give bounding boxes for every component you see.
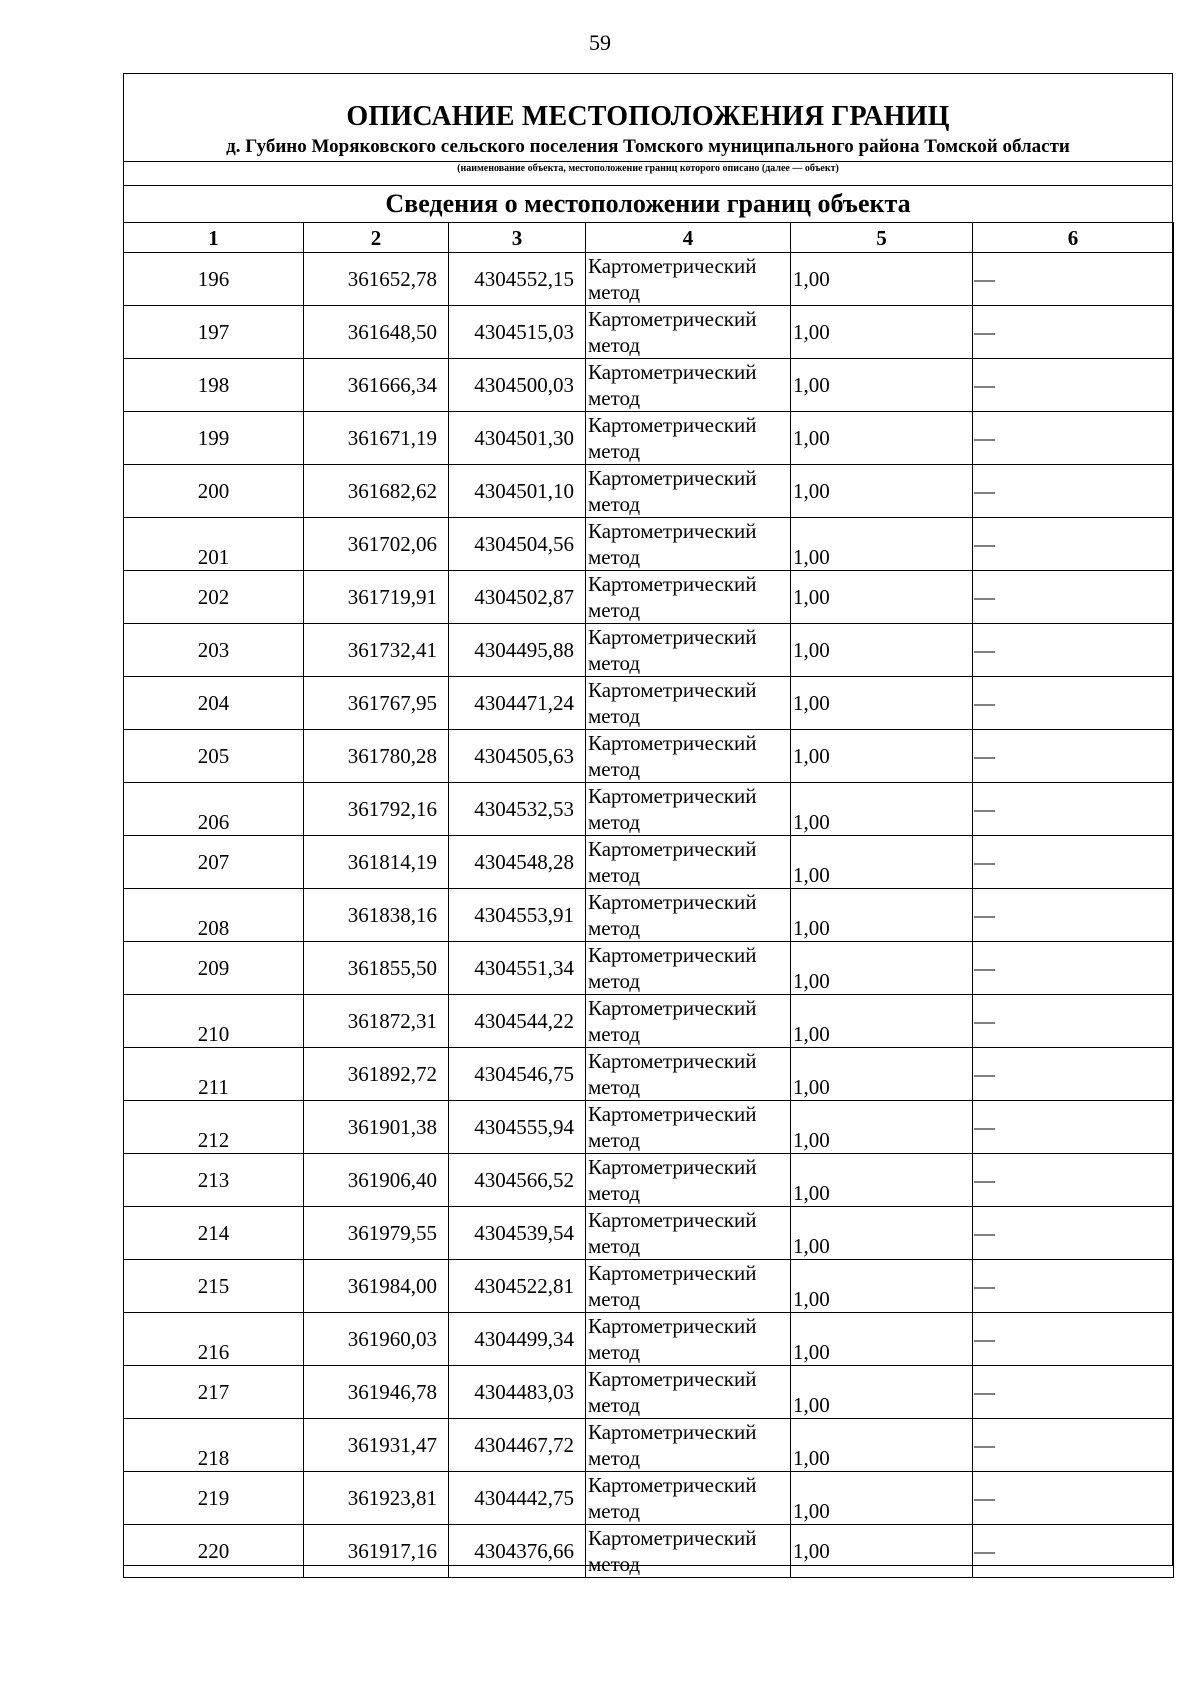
table-row	[124, 730, 1174, 783]
accuracy-cell: 1,00	[791, 1154, 973, 1207]
table-row	[124, 783, 1174, 836]
accuracy-cell: 1,00	[791, 1525, 973, 1578]
y-coordinate-cell: 4304467,72	[449, 1419, 586, 1472]
x-coordinate-cell: 361732,41	[304, 624, 449, 677]
note-cell: —	[973, 1525, 1174, 1578]
note-cell: —	[973, 1101, 1174, 1154]
note-cell: —	[973, 730, 1174, 783]
y-coordinate-cell: 4304471,24	[449, 677, 586, 730]
note-cell: —	[973, 624, 1174, 677]
note-cell: —	[973, 1313, 1174, 1366]
document-title: ОПИСАНИЕ МЕСТОПОЛОЖЕНИЯ ГРАНИЦ	[346, 101, 950, 132]
method-cell: Картометрический метод	[586, 1154, 791, 1207]
page-number: 59	[589, 30, 611, 55]
point-number-cell: 199	[124, 412, 304, 465]
point-number-cell: 207	[124, 836, 304, 889]
accuracy-cell: 1,00	[791, 1472, 973, 1525]
x-coordinate-cell: 361666,34	[304, 359, 449, 412]
accuracy-cell: 1,00	[791, 518, 973, 571]
point-number-cell: 217	[124, 1366, 304, 1419]
table-row	[124, 1366, 1174, 1419]
table-row	[124, 836, 1174, 889]
accuracy-cell: 1,00	[791, 1207, 973, 1260]
point-number-cell: 203	[124, 624, 304, 677]
accuracy-cell: 1,00	[791, 730, 973, 783]
point-number-cell: 220	[124, 1525, 304, 1578]
point-number-cell: 211	[124, 1048, 304, 1101]
method-cell: Картометрический метод	[586, 677, 791, 730]
note-cell: —	[973, 1472, 1174, 1525]
y-coordinate-cell: 4304501,30	[449, 412, 586, 465]
table-row	[124, 465, 1174, 518]
accuracy-cell: 1,00	[791, 359, 973, 412]
y-coordinate-cell: 4304539,54	[449, 1207, 586, 1260]
table-header-row	[124, 223, 1174, 253]
table-row	[124, 1313, 1174, 1366]
y-coordinate-cell: 4304442,75	[449, 1472, 586, 1525]
object-name: д. Губино Моряковского сельского поселения Томского муниципального района Томской области	[226, 136, 1070, 157]
note-cell: —	[973, 571, 1174, 624]
table-row	[124, 1154, 1174, 1207]
y-coordinate-cell: 4304505,63	[449, 730, 586, 783]
accuracy-cell: 1,00	[791, 1101, 973, 1154]
method-cell: Картометрический метод	[586, 942, 791, 995]
table-row	[124, 677, 1174, 730]
method-cell: Картометрический метод	[586, 571, 791, 624]
accuracy-cell: 1,00	[791, 1366, 973, 1419]
accuracy-cell: 1,00	[791, 624, 973, 677]
table-row	[124, 253, 1174, 306]
note-cell: —	[973, 1154, 1174, 1207]
y-coordinate-cell: 4304504,56	[449, 518, 586, 571]
method-cell: Картометрический метод	[586, 1525, 791, 1578]
table-row	[124, 1101, 1174, 1154]
y-coordinate-cell: 4304548,28	[449, 836, 586, 889]
column-header: 4	[586, 223, 791, 253]
method-cell: Картометрический метод	[586, 1366, 791, 1419]
table-row	[124, 995, 1174, 1048]
x-coordinate-cell: 361767,95	[304, 677, 449, 730]
method-cell: Картометрический метод	[586, 1207, 791, 1260]
note-cell: —	[973, 1048, 1174, 1101]
note-cell: —	[973, 1207, 1174, 1260]
point-number-cell: 204	[124, 677, 304, 730]
y-coordinate-cell: 4304499,34	[449, 1313, 586, 1366]
x-coordinate-cell: 361906,40	[304, 1154, 449, 1207]
column-header: 5	[791, 223, 973, 253]
method-cell: Картометрический метод	[586, 889, 791, 942]
y-coordinate-cell: 4304500,03	[449, 359, 586, 412]
header-divider	[123, 161, 1173, 162]
table-row	[124, 412, 1174, 465]
note-cell: —	[973, 1260, 1174, 1313]
accuracy-cell: 1,00	[791, 306, 973, 359]
x-coordinate-cell: 361917,16	[304, 1525, 449, 1578]
note-cell: —	[973, 836, 1174, 889]
point-number-cell: 216	[124, 1313, 304, 1366]
y-coordinate-cell: 4304515,03	[449, 306, 586, 359]
note-cell: —	[973, 518, 1174, 571]
column-header: 2	[304, 223, 449, 253]
y-coordinate-cell: 4304566,52	[449, 1154, 586, 1207]
y-coordinate-cell: 4304483,03	[449, 1366, 586, 1419]
x-coordinate-cell: 361792,16	[304, 783, 449, 836]
x-coordinate-cell: 361901,38	[304, 1101, 449, 1154]
point-number-cell: 215	[124, 1260, 304, 1313]
point-number-cell: 206	[124, 783, 304, 836]
x-coordinate-cell: 361719,91	[304, 571, 449, 624]
y-coordinate-cell: 4304532,53	[449, 783, 586, 836]
point-number-cell: 198	[124, 359, 304, 412]
x-coordinate-cell: 361984,00	[304, 1260, 449, 1313]
method-cell: Картометрический метод	[586, 359, 791, 412]
section-title: Сведения о местоположении границ объекта	[385, 189, 911, 218]
column-header: 3	[449, 223, 586, 253]
point-number-cell: 208	[124, 889, 304, 942]
x-coordinate-cell: 361960,03	[304, 1313, 449, 1366]
method-cell: Картометрический метод	[586, 836, 791, 889]
accuracy-cell: 1,00	[791, 1419, 973, 1472]
table-row	[124, 571, 1174, 624]
table-row	[124, 1207, 1174, 1260]
y-coordinate-cell: 4304552,15	[449, 253, 586, 306]
note-cell: —	[973, 412, 1174, 465]
accuracy-cell: 1,00	[791, 465, 973, 518]
note-cell: —	[973, 253, 1174, 306]
table-row	[124, 889, 1174, 942]
table-row	[124, 518, 1174, 571]
method-cell: Картометрический метод	[586, 730, 791, 783]
point-number-cell: 218	[124, 1419, 304, 1472]
section-divider	[123, 185, 1173, 186]
y-coordinate-cell: 4304551,34	[449, 942, 586, 995]
accuracy-cell: 1,00	[791, 1313, 973, 1366]
point-number-cell: 205	[124, 730, 304, 783]
accuracy-cell: 1,00	[791, 783, 973, 836]
point-number-cell: 219	[124, 1472, 304, 1525]
method-cell: Картометрический метод	[586, 465, 791, 518]
note-cell: —	[973, 359, 1174, 412]
method-cell: Картометрический метод	[586, 1101, 791, 1154]
object-name-caption: (наименование объекта, местоположение границ которого описано (далее — объект)	[457, 163, 839, 174]
y-coordinate-cell: 4304553,91	[449, 889, 586, 942]
method-cell: Картометрический метод	[586, 306, 791, 359]
x-coordinate-cell: 361855,50	[304, 942, 449, 995]
method-cell: Картометрический метод	[586, 1048, 791, 1101]
point-number-cell: 200	[124, 465, 304, 518]
point-number-cell: 197	[124, 306, 304, 359]
x-coordinate-cell: 361946,78	[304, 1366, 449, 1419]
note-cell: —	[973, 942, 1174, 995]
table-row	[124, 1048, 1174, 1101]
method-cell: Картометрический метод	[586, 995, 791, 1048]
x-coordinate-cell: 361979,55	[304, 1207, 449, 1260]
note-cell: —	[973, 995, 1174, 1048]
note-cell: —	[973, 465, 1174, 518]
accuracy-cell: 1,00	[791, 253, 973, 306]
accuracy-cell: 1,00	[791, 836, 973, 889]
note-cell: —	[973, 1419, 1174, 1472]
method-cell: Картометрический метод	[586, 518, 791, 571]
note-cell: —	[973, 783, 1174, 836]
accuracy-cell: 1,00	[791, 571, 973, 624]
point-number-cell: 210	[124, 995, 304, 1048]
table-row	[124, 1260, 1174, 1313]
method-cell: Картометрический метод	[586, 1419, 791, 1472]
table-row	[124, 1419, 1174, 1472]
y-coordinate-cell: 4304376,66	[449, 1525, 586, 1578]
accuracy-cell: 1,00	[791, 889, 973, 942]
method-cell: Картометрический метод	[586, 253, 791, 306]
x-coordinate-cell: 361892,72	[304, 1048, 449, 1101]
y-coordinate-cell: 4304544,22	[449, 995, 586, 1048]
x-coordinate-cell: 361652,78	[304, 253, 449, 306]
point-number-cell: 213	[124, 1154, 304, 1207]
column-header: 6	[973, 223, 1174, 253]
x-coordinate-cell: 361814,19	[304, 836, 449, 889]
y-coordinate-cell: 4304546,75	[449, 1048, 586, 1101]
y-coordinate-cell: 4304495,88	[449, 624, 586, 677]
table-row	[124, 1472, 1174, 1525]
x-coordinate-cell: 361648,50	[304, 306, 449, 359]
y-coordinate-cell: 4304522,81	[449, 1260, 586, 1313]
y-coordinate-cell: 4304555,94	[449, 1101, 586, 1154]
method-cell: Картометрический метод	[586, 783, 791, 836]
method-cell: Картометрический метод	[586, 1472, 791, 1525]
method-cell: Картометрический метод	[586, 412, 791, 465]
method-cell: Картометрический метод	[586, 624, 791, 677]
point-number-cell: 196	[124, 253, 304, 306]
table-row	[124, 359, 1174, 412]
column-header: 1	[124, 223, 304, 253]
x-coordinate-cell: 361838,16	[304, 889, 449, 942]
table-row	[124, 942, 1174, 995]
method-cell: Картометрический метод	[586, 1260, 791, 1313]
y-coordinate-cell: 4304502,87	[449, 571, 586, 624]
y-coordinate-cell: 4304501,10	[449, 465, 586, 518]
accuracy-cell: 1,00	[791, 677, 973, 730]
table-row	[124, 1525, 1174, 1578]
x-coordinate-cell: 361923,81	[304, 1472, 449, 1525]
accuracy-cell: 1,00	[791, 412, 973, 465]
table-row	[124, 624, 1174, 677]
accuracy-cell: 1,00	[791, 995, 973, 1048]
point-number-cell: 201	[124, 518, 304, 571]
point-number-cell: 212	[124, 1101, 304, 1154]
x-coordinate-cell: 361780,28	[304, 730, 449, 783]
method-cell: Картометрический метод	[586, 1313, 791, 1366]
point-number-cell: 214	[124, 1207, 304, 1260]
x-coordinate-cell: 361702,06	[304, 518, 449, 571]
boundary-points-table	[123, 222, 1174, 1578]
x-coordinate-cell: 361872,31	[304, 995, 449, 1048]
x-coordinate-cell: 361682,62	[304, 465, 449, 518]
accuracy-cell: 1,00	[791, 942, 973, 995]
note-cell: —	[973, 677, 1174, 730]
point-number-cell: 202	[124, 571, 304, 624]
accuracy-cell: 1,00	[791, 1260, 973, 1313]
x-coordinate-cell: 361671,19	[304, 412, 449, 465]
note-cell: —	[973, 1366, 1174, 1419]
accuracy-cell: 1,00	[791, 1048, 973, 1101]
point-number-cell: 209	[124, 942, 304, 995]
note-cell: —	[973, 306, 1174, 359]
x-coordinate-cell: 361931,47	[304, 1419, 449, 1472]
table-row	[124, 306, 1174, 359]
note-cell: —	[973, 889, 1174, 942]
